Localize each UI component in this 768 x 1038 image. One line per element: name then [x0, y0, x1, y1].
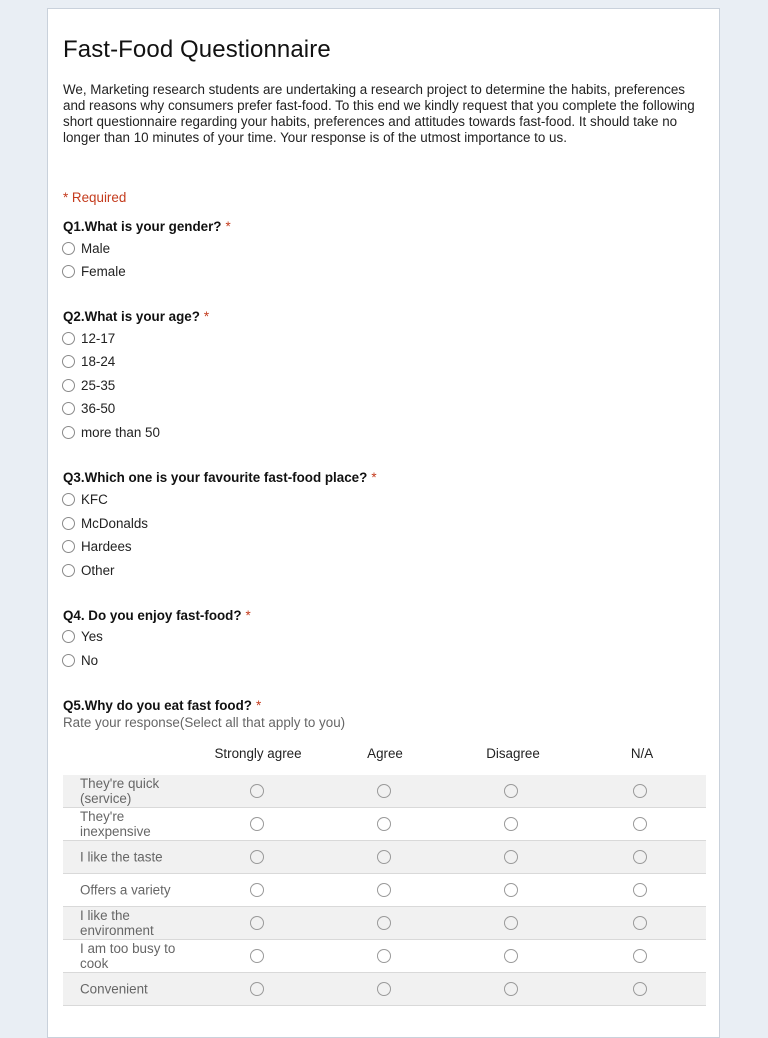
- form-title: Fast-Food Questionnaire: [63, 36, 331, 63]
- row-label: I like the taste: [80, 849, 163, 865]
- radio-option-more-than-50[interactable]: [62, 422, 160, 442]
- question-text: Q3.Which one is your favourite fast-food place?: [63, 470, 368, 485]
- radio-button[interactable]: [62, 242, 75, 255]
- grid-radio[interactable]: [377, 784, 391, 798]
- question-text: Q2.What is your age?: [63, 309, 200, 324]
- row-label: Offers a variety: [80, 882, 171, 898]
- grid-radio[interactable]: [250, 784, 264, 798]
- grid-radio[interactable]: [633, 784, 647, 798]
- grid-radio[interactable]: [504, 982, 518, 996]
- radio-option-18-24[interactable]: [62, 351, 115, 371]
- grid-radio[interactable]: [633, 850, 647, 864]
- row-label: I like the environment: [80, 908, 154, 938]
- radio-option-yes[interactable]: [62, 626, 103, 646]
- required-star: *: [225, 219, 231, 234]
- row-label: They're quick (service): [80, 776, 160, 806]
- grid-row: [63, 775, 706, 808]
- grid-radio[interactable]: [377, 817, 391, 831]
- option-label: 18-24: [81, 353, 116, 369]
- question-title-q4: [63, 608, 251, 623]
- column-header: Disagree: [486, 746, 540, 761]
- question-help-text: Rate your response(Select all that apply to you): [63, 715, 346, 730]
- question-text: Q1.What is your gender?: [63, 219, 222, 234]
- required-star: *: [371, 470, 377, 485]
- option-label: Other: [81, 562, 115, 578]
- grid-radio[interactable]: [250, 982, 264, 996]
- radio-button[interactable]: [62, 402, 75, 415]
- grid-row: [63, 808, 706, 841]
- radio-button[interactable]: [62, 426, 75, 439]
- grid-radio[interactable]: [504, 817, 518, 831]
- row-label: They're inexpensive: [80, 809, 151, 839]
- grid-radio[interactable]: [504, 949, 518, 963]
- radio-option-female[interactable]: [62, 261, 126, 281]
- grid-radio[interactable]: [633, 883, 647, 897]
- radio-button[interactable]: [62, 564, 75, 577]
- grid-radio[interactable]: [250, 949, 264, 963]
- grid-row: [63, 940, 706, 973]
- column-header: N/A: [630, 746, 654, 761]
- question-title-q1: [63, 219, 231, 234]
- question-title-q2: [63, 309, 209, 324]
- grid-row: [63, 841, 706, 874]
- radio-option-36-50[interactable]: [62, 398, 115, 418]
- question-text: Q5.Why do you eat fast food?: [63, 698, 252, 713]
- grid-radio[interactable]: [250, 850, 264, 864]
- option-label: more than 50: [81, 424, 160, 440]
- row-label: Convenient: [80, 981, 148, 997]
- grid-radio[interactable]: [377, 916, 391, 930]
- option-label: Female: [81, 263, 126, 279]
- grid-radio[interactable]: [633, 916, 647, 930]
- grid-header-row: [63, 739, 706, 775]
- option-label: No: [81, 652, 99, 668]
- radio-button[interactable]: [62, 540, 75, 553]
- required-note: * Required: [63, 190, 127, 205]
- grid-radio[interactable]: [504, 916, 518, 930]
- required-star: *: [255, 698, 262, 713]
- grid-radio[interactable]: [377, 850, 391, 864]
- grid-radio[interactable]: [250, 883, 264, 897]
- grid-radio[interactable]: [377, 883, 391, 897]
- radio-button[interactable]: [62, 493, 75, 506]
- grid-radio[interactable]: [504, 883, 518, 897]
- option-label: 12-17: [81, 330, 116, 346]
- option-label: Male: [81, 240, 111, 256]
- option-label: 25-35: [81, 377, 116, 393]
- grid-radio[interactable]: [633, 817, 647, 831]
- column-header: Strongly agree: [214, 746, 302, 761]
- grid-radio[interactable]: [633, 949, 647, 963]
- grid-radio[interactable]: [250, 916, 264, 930]
- form-description: We, Marketing research students are undertaking a research project to determine the habits, preferences and reasons why consumers prefer fast-food. To this end we kindly request that you complete the following short questionnaire regarding your habits, preferences and attitudes towards fast-food. It should take no longer than 10 minutes of your time. Your response is of the utmost importance to us.: [63, 82, 695, 145]
- grid-radio[interactable]: [377, 982, 391, 996]
- radio-button[interactable]: [62, 517, 75, 530]
- radio-option-kfc[interactable]: [62, 489, 108, 509]
- option-label: McDonalds: [81, 515, 148, 531]
- required-star: *: [245, 608, 251, 623]
- radio-option-other[interactable]: [62, 560, 115, 580]
- radio-button[interactable]: [62, 355, 75, 368]
- radio-option-mcdonalds[interactable]: [62, 513, 148, 533]
- row-label: I am too busy to cook: [80, 941, 176, 971]
- question-title-q5: [63, 698, 261, 713]
- option-label: Hardees: [81, 538, 132, 554]
- column-header: Agree: [367, 746, 403, 761]
- radio-button[interactable]: [62, 654, 75, 667]
- grid-radio[interactable]: [504, 784, 518, 798]
- radio-option-male[interactable]: [62, 238, 110, 258]
- grid-radio[interactable]: [250, 817, 264, 831]
- grid-row: [63, 874, 706, 907]
- required-star: *: [203, 309, 210, 324]
- grid-row: [63, 973, 706, 1006]
- radio-option-12-17[interactable]: [62, 328, 115, 348]
- radio-button[interactable]: [62, 630, 75, 643]
- radio-option-hardees[interactable]: [62, 536, 132, 556]
- question-title-q3: [63, 470, 377, 485]
- option-label: Yes: [81, 628, 103, 644]
- rating-grid: [63, 739, 706, 1006]
- option-label: KFC: [81, 491, 108, 507]
- question-text: Q4. Do you enjoy fast-food?: [63, 608, 242, 623]
- grid-radio[interactable]: [377, 949, 391, 963]
- form-card: [47, 8, 720, 1038]
- option-label: 36-50: [81, 400, 116, 416]
- grid-row: [63, 907, 706, 940]
- radio-option-25-35[interactable]: [62, 375, 115, 395]
- radio-button[interactable]: [62, 379, 75, 392]
- radio-button[interactable]: [62, 265, 75, 278]
- grid-radio[interactable]: [504, 850, 518, 864]
- radio-option-no[interactable]: [62, 650, 98, 670]
- radio-button[interactable]: [62, 332, 75, 345]
- grid-radio[interactable]: [633, 982, 647, 996]
